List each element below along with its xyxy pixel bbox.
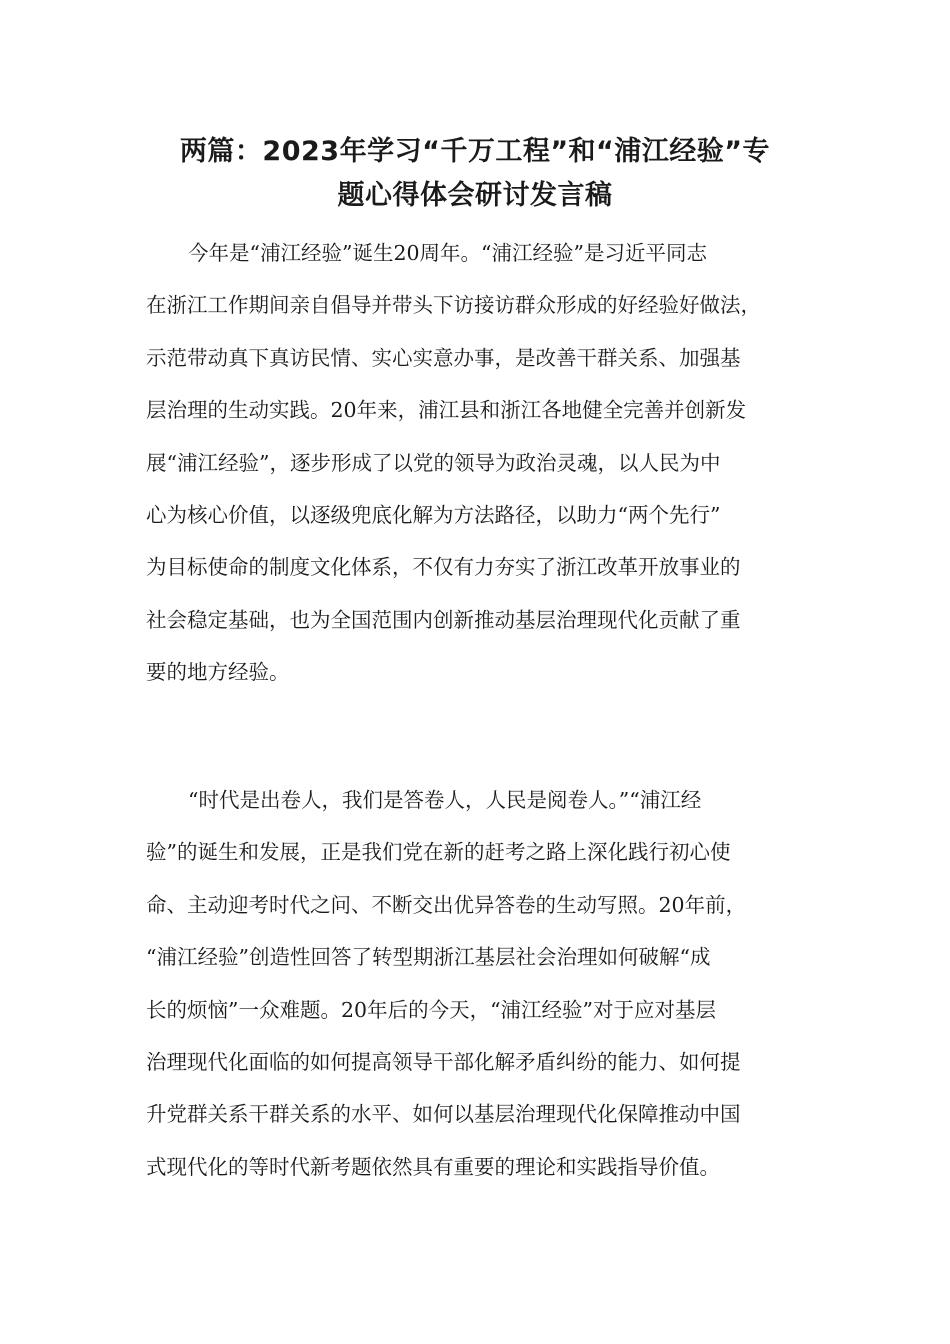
paragraph-line: 长的烦恼”一众难题。20年后的今天，“浦江经验”对于应对基层 bbox=[146, 997, 717, 1022]
paragraph-2 bbox=[146, 774, 826, 1193]
paragraph-line: 治理现代化面临的如何提高领导干部化解矛盾纠纷的能力、如何提 bbox=[146, 1049, 741, 1074]
paragraph-line: 心为核心价值，以逐级兜底化解为方法路径，以助力“两个先行” bbox=[146, 502, 721, 527]
paragraph-line: 升党群关系干群关系的水平、如何以基层治理现代化保障推动中国 bbox=[146, 1102, 741, 1127]
paragraph-line: “浦江经验”创造性回答了转型期浙江基层社会治理如何破解“成 bbox=[146, 945, 711, 970]
paragraph-line: 层治理的生动实践。20年来，浦江县和浙江各地健全完善并创新发 bbox=[146, 398, 747, 423]
paragraph-line: “时代是出卷人，我们是答卷人，人民是阅卷人。”“浦江经 bbox=[188, 788, 702, 812]
paragraph-line: 式现代化的等时代新考题依然具有重要的理论和实践指导价值。 bbox=[146, 1154, 720, 1179]
paragraph-line: 在浙江工作期间亲自倡导并带头下访接访群众形成的好经验好做法， bbox=[146, 293, 761, 318]
paragraph-1 bbox=[146, 227, 826, 699]
paragraph-line: 社会稳定基础，也为全国范围内创新推动基层治理现代化贡献了重 bbox=[146, 607, 741, 632]
title-line: 两篇：2023年学习“千万工程”和“浦江经验”专 bbox=[179, 136, 771, 167]
document-title bbox=[120, 130, 830, 218]
paragraph-line: 命、主动迎考时代之问、不断交出优异答卷的生动写照。20年前， bbox=[146, 892, 747, 917]
paragraph-line: 为目标使命的制度文化体系，不仅有力夯实了浙江改革开放事业的 bbox=[146, 555, 741, 580]
paragraph-line: 验”的诞生和发展，正是我们党在新的赶考之路上深化践行初心使 bbox=[146, 840, 731, 865]
title-line: 题心得体会研讨发言稿 bbox=[337, 180, 613, 211]
paragraph-line: 要的地方经验。 bbox=[146, 660, 290, 685]
paragraph-line: 今年是“浦江经验”诞生20周年。“浦江经验”是习近平同志 bbox=[188, 241, 708, 265]
paragraph-line: 示范带动真下真访民情、实心实意办事，是改善干群关系、加强基 bbox=[146, 345, 741, 370]
paragraph-line: 展“浦江经验”，逐步形成了以党的领导为政治灵魂，以人民为中 bbox=[146, 450, 721, 475]
